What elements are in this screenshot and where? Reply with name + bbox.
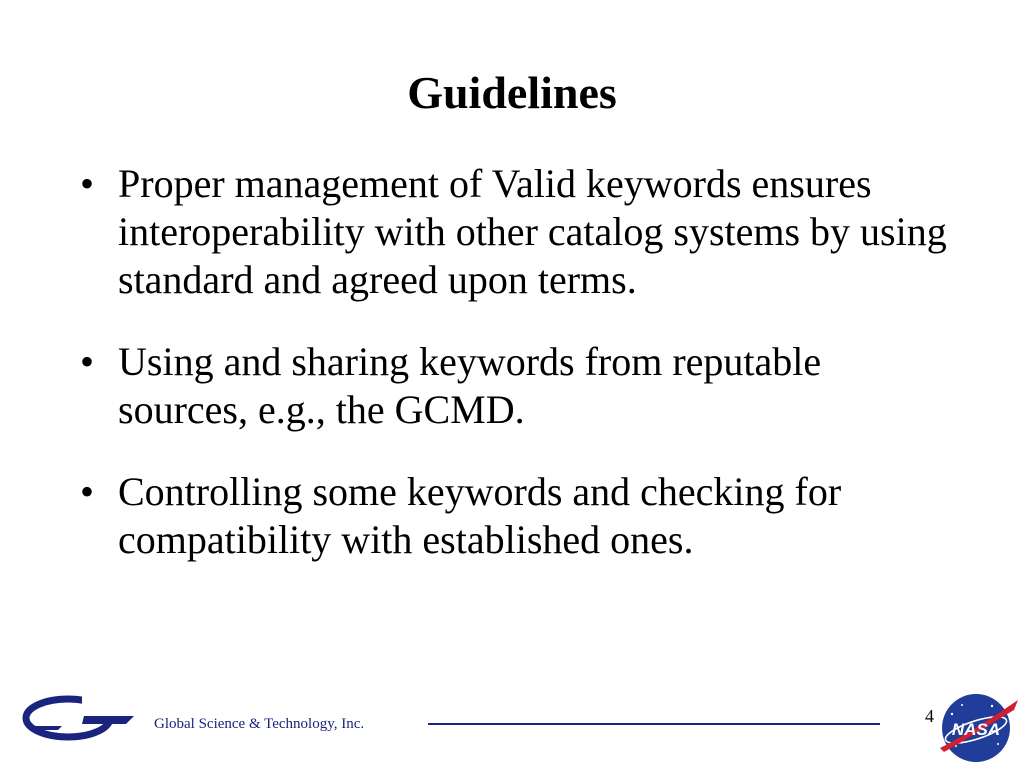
nasa-logo-icon [934,690,1020,766]
bullet-text: Using and sharing keywords from reputable sources, e.g., the GCMD. [118,339,822,432]
bullet-item [80,338,960,434]
slide-title: Guidelines [407,67,617,118]
bullet-list [80,160,960,598]
bullet-icon: • [80,161,95,206]
bullet-text: Proper management of Valid keywords ensures interoperability with other catalog systems by using standard and agreed upon terms. [118,161,947,302]
bullet-item [80,468,960,564]
footer-divider [428,723,880,725]
gst-logo-icon [22,694,140,742]
bullet-item [80,160,960,304]
nasa-logo-text: NASA [951,720,1001,739]
bullet-icon: • [80,469,95,514]
bullet-icon: • [80,339,95,384]
bullet-text: Controlling some keywords and checking for compatibility with established ones. [118,469,842,562]
footer-company-name: Global Science & Technology, Inc. [154,716,365,732]
page-number: 4 [925,706,934,726]
